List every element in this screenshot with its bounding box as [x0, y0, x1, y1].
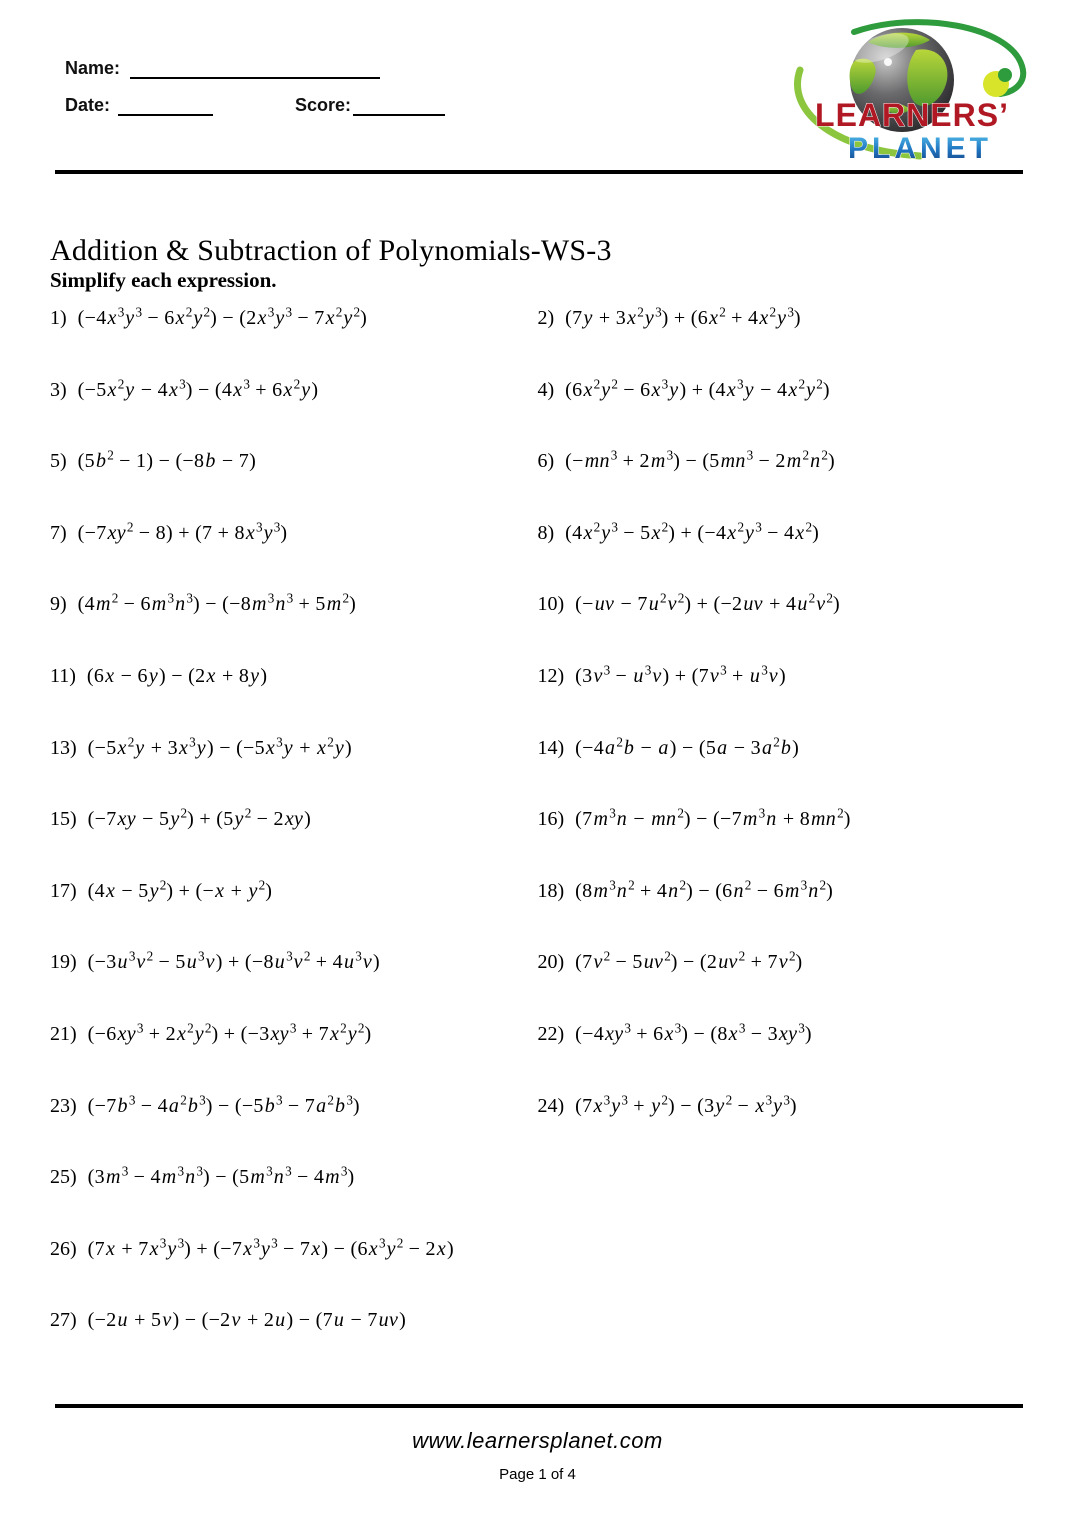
problem-number: 12): [537, 664, 565, 687]
learnersplanet-logo: [792, 18, 1037, 170]
problem-15: [50, 805, 538, 880]
problem-number: 7): [50, 521, 67, 544]
globe-orbit-icon: [792, 18, 1037, 170]
problem-19: [50, 948, 538, 1023]
problem-expression: $(-7xy^2 - 8) + (7 + 8x^3y^3)$: [77, 519, 288, 544]
problem-number: 1): [50, 307, 67, 329]
header-fields: [65, 58, 445, 116]
problem-5: [50, 447, 538, 522]
problem-number: 6): [537, 450, 555, 473]
name-field-row: [65, 58, 445, 79]
problem-number: 19): [50, 951, 77, 974]
page-number: Page 1 of 4: [499, 1466, 576, 1483]
problem-expression: $(8m^3n^2 + 4n^2) - (6n^2 - 6m^3n^2)$: [575, 877, 834, 902]
problem-number: 18): [537, 879, 565, 902]
problem-3: [50, 375, 538, 451]
problem-expression: $(6x^2y^2 - 6x^3y) + (4x^3y - 4x^2y^2)$: [565, 375, 830, 401]
problem-11: [50, 665, 538, 737]
problem-number: 23): [50, 1094, 77, 1117]
problem-number: 17): [50, 879, 77, 902]
problem-expression: (6x − 6y) − (2x + 8y): [86, 664, 268, 687]
problem-number: 21): [50, 1022, 77, 1045]
problem-number: 25): [50, 1166, 77, 1189]
logo-text-planet: PLANET: [848, 132, 992, 165]
footer-divider: [55, 1404, 1023, 1408]
problem-27: [50, 1309, 1025, 1381]
problem-expression: $(-mn^3 + 2m^3) - (5mn^3 - 2m^2n^2)$: [565, 447, 835, 473]
problem-number: 27): [50, 1309, 77, 1332]
problem-expression: $(4x - 5y^2) + (-x + y^2)$: [87, 877, 273, 902]
problem-expression: (−2u + 5v) − (−2v + 2u) − (7u − 7uv): [87, 1309, 407, 1332]
problem-expression: $(-3u^3v^2 - 5u^3v) + (-8u^3v^2 + 4u^3v)$: [87, 948, 380, 974]
problem-expression: $(-4x^3y^3 - 6x^2y^2) - (2x^3y^3 - 7x^2y^2)$: [77, 304, 368, 329]
header-divider: [55, 170, 1023, 174]
problem-26: [50, 1235, 1025, 1310]
problem-6: [537, 447, 1026, 522]
problem-expression: $(-7b^3 - 4a^2b^3) - (-5b^3 - 7a^2b^3)$: [87, 1091, 360, 1117]
problem-number: 26): [50, 1237, 77, 1260]
name-label: Name:: [65, 58, 121, 78]
date-field-line: [118, 96, 213, 116]
problem-number: 11): [50, 664, 76, 687]
website-url: www.learnersplanet.com: [412, 1428, 663, 1453]
problem-1: [50, 304, 538, 379]
problem-14: [537, 733, 1026, 809]
problem-expression: $(4m^2 - 6m^3n^3) - (-8m^3n^3 + 5m^2)$: [77, 590, 357, 616]
problem-number: 16): [537, 808, 565, 831]
name-field-line: [130, 59, 380, 79]
problem-expression: $(3m^3 - 4m^3n^3) - (5m^3n^3 - 4m^3)$: [87, 1163, 355, 1189]
problem-25: [50, 1163, 1025, 1238]
score-group: [295, 95, 445, 116]
problem-7: [50, 519, 538, 594]
problem-number: 3): [50, 378, 67, 401]
problem-18: [537, 877, 1026, 952]
problem-expression: $(-uv - 7u^2v^2) + (-2uv + 4u^2v^2)$: [575, 590, 840, 616]
problem-9: [50, 590, 538, 665]
problem-expression: $(7x + 7x^3y^3) + (-7x^3y^3 - 7x) - (6x^3y^2 - 2x)$: [87, 1235, 454, 1260]
problem-number: 10): [537, 593, 565, 616]
problem-4: [537, 375, 1026, 451]
problem-expression: $(3v^3 - u^3v) + (7v^3 + u^3v)$: [575, 662, 786, 687]
problem-number: 15): [50, 808, 77, 831]
problem-expression: $(7v^2 - 5uv^2) - (2uv^2 + 7v^2)$: [575, 948, 803, 974]
problem-2: [537, 304, 1026, 379]
problem-number: 5): [50, 450, 67, 473]
problem-number: 8): [537, 521, 555, 544]
problems-grid: [50, 304, 1025, 1381]
problem-number: 24): [537, 1094, 565, 1117]
problem-number: 22): [537, 1022, 565, 1045]
problem-12: [537, 662, 1026, 737]
problem-23: [50, 1091, 538, 1167]
problem-number: 13): [50, 736, 77, 759]
score-label: Score:: [295, 95, 352, 115]
problem-number: 4): [537, 378, 555, 401]
logo-text-learners: LEARNERS’: [815, 97, 1009, 133]
instruction-text: Simplify each expression.: [50, 268, 277, 292]
problem-22: [537, 1020, 1026, 1095]
problem-expression: $(-5x^2y + 3x^3y) - (-5x^3y + x^2y)$: [87, 733, 353, 759]
problem-expression: $(-5x^2y - 4x^3) - (4x^3 + 6x^2y)$: [77, 375, 319, 401]
problem-expression: $(-6xy^3 + 2x^2y^2) + (-3xy^3 + 7x^2y^2)$: [87, 1020, 372, 1045]
problem-number: 2): [537, 307, 555, 329]
problem-expression: $(-7xy - 5y^2) + (5y^2 - 2xy)$: [87, 805, 312, 831]
date-score-row: [65, 95, 445, 116]
problem-17: [50, 877, 538, 952]
problem-expression: $(7m^3n - mn^2) - (-7m^3n + 8mn^2)$: [575, 805, 851, 831]
problem-13: [50, 733, 538, 809]
problem-number: 9): [50, 593, 67, 616]
problem-20: [537, 948, 1026, 1023]
page-title: Addition & Subtraction of Polynomials-WS-3: [50, 234, 612, 268]
problem-number: 20): [537, 951, 565, 974]
problem-16: [537, 805, 1026, 880]
problem-8: [537, 519, 1026, 594]
problem-expression: $(7x^3y^3 + y^2) - (3y^2 - x^3y^3)$: [575, 1091, 797, 1117]
problem-expression: $(7y + 3x^2y^3) + (6x^2 + 4x^2y^3)$: [565, 304, 801, 329]
problem-24: [537, 1091, 1026, 1167]
problem-expression: $(4x^2y^3 - 5x^2) + (-4x^2y^3 - 4x^2)$: [565, 519, 820, 544]
problem-number: 14): [537, 736, 565, 759]
date-label: Date:: [65, 95, 111, 115]
problem-21: [50, 1020, 538, 1095]
problem-expression: $(-4xy^3 + 6x^3) - (8x^3 - 3xy^3)$: [575, 1020, 812, 1045]
problem-expression: $(-4a^2b - a) - (5a - 3a^2b)$: [575, 733, 800, 759]
problem-expression: $(5b^2 - 1) - (-8b - 7)$: [77, 447, 257, 473]
problem-10: [537, 590, 1026, 665]
score-field-line: [353, 96, 445, 116]
